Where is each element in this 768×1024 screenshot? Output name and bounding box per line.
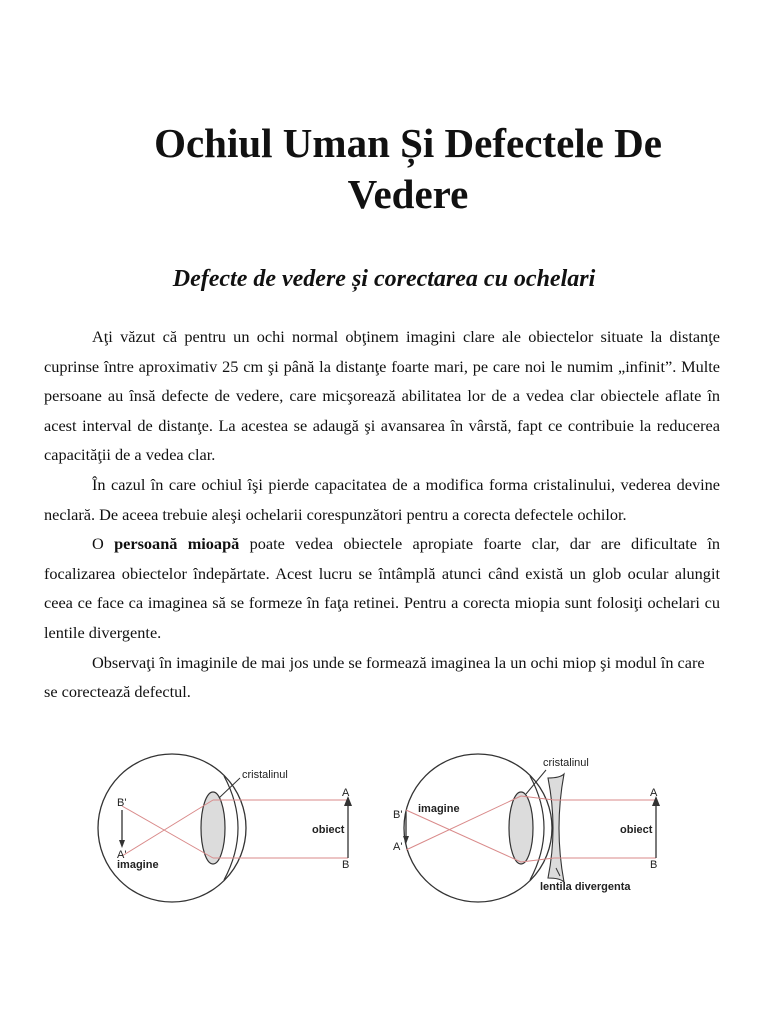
label-A: A bbox=[650, 787, 658, 799]
label-B-prime: B' bbox=[393, 809, 403, 821]
myopic-eye-svg bbox=[92, 748, 382, 908]
page-title-line-1: Ochiul Uman Și Defectele De bbox=[154, 120, 662, 166]
label-B: B bbox=[650, 859, 658, 871]
corrected-eye-diagram bbox=[388, 748, 688, 908]
section-subtitle: Defecte de vedere și corectarea cu ochelari bbox=[172, 266, 596, 292]
label-B: B bbox=[342, 859, 350, 871]
body-text bbox=[44, 322, 720, 707]
label-cristalinul: cristalinul bbox=[543, 757, 589, 769]
label-obiect: obiect bbox=[620, 824, 653, 836]
corrected-eye-svg bbox=[388, 748, 688, 908]
paragraph-3-rest: poate vedea obiectele apropiate foarte clar, dar are dificultate în focalizarea obiectelor îndepărtate. Acest lucru se întâmplă atunci când există un glob ocular alungit ceea ce face ca imaginea să se formeze în faţa retinei. Pentru a corecta miopia sunt folosiţi ochelari cu lentile divergente. bbox=[44, 534, 721, 642]
myopic-eye-diagram bbox=[92, 748, 382, 908]
paragraph-1: Aţi văzut că pentru un ochi normal obţinem imagini clare ale obiectelor situate la distanţe cuprinse între aproximativ 25 cm şi până la distanţe foarte mari, pe care noi le numim „infinit”. Multe persoane au însă defecte de vedere, care micşorează abilitatea lor de a vedea clar obiectele aflate în acest interval de distanţe. La acestea se adaugă şi avansarea în vârstă, fapt ce contribuie la reducerea capacităţii de a vedea clar. bbox=[44, 327, 720, 465]
paragraph-3-start: O bbox=[92, 534, 115, 554]
diverging-lens bbox=[548, 774, 564, 882]
label-B-prime: B' bbox=[117, 797, 127, 809]
ray-top-converging bbox=[122, 800, 213, 856]
page-title-line-2: Vedere bbox=[347, 171, 469, 217]
image-arrow-head bbox=[403, 836, 409, 844]
paragraph-3 bbox=[44, 529, 720, 647]
paragraph-4: Observaţi în imaginile de mai jos unde se formează imaginea la un ochi miop şi modul în care se corectează defectul. bbox=[44, 652, 705, 702]
label-imagine: imagine bbox=[117, 859, 159, 871]
label-obiect: obiect bbox=[312, 824, 345, 836]
ray-bottom-converging bbox=[122, 806, 213, 858]
image-arrow-head bbox=[119, 840, 125, 848]
label-A-prime: A' bbox=[117, 849, 127, 861]
label-A: A bbox=[342, 787, 350, 799]
label-A-prime: A' bbox=[393, 841, 403, 853]
label-imagine: imagine bbox=[418, 803, 460, 815]
crystalline-lens bbox=[509, 792, 533, 864]
label-lentila-divergenta: lentila divergenta bbox=[540, 881, 631, 893]
ray-bottom-converging bbox=[406, 810, 521, 862]
paragraph-2: În cazul în care ochiul îşi pierde capacitatea de a modifica forma cristalinului, vederea devine neclară. De aceea trebuie aleşi ochelarii corespunzători pentru a corecta defectele ochilor. bbox=[44, 474, 720, 524]
paragraph-3-bold-term: persoană mioapă bbox=[114, 534, 240, 554]
label-cristalinul: cristalinul bbox=[242, 769, 288, 781]
